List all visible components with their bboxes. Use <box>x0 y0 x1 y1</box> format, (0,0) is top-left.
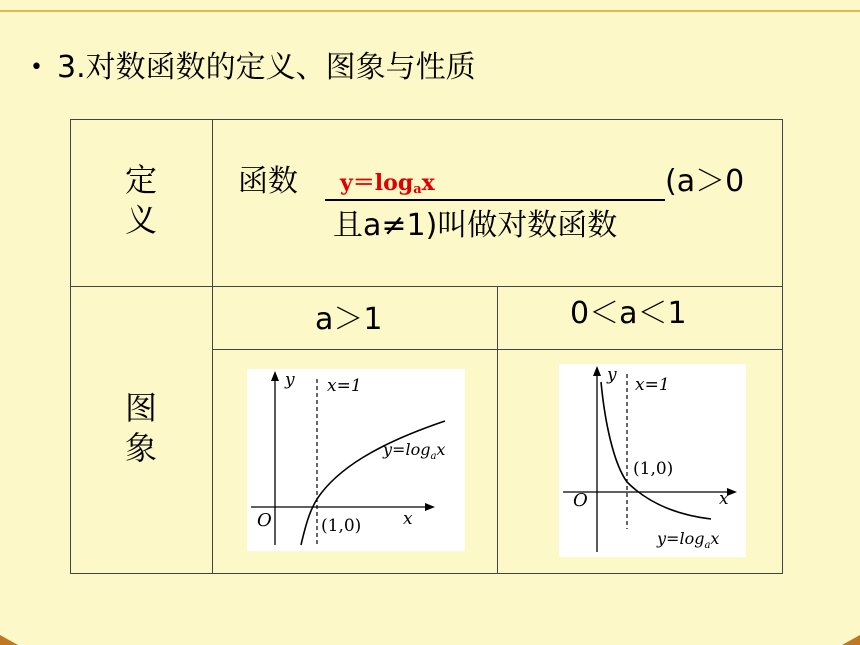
heading-text: 3.对数函数的定义、图象与性质 <box>56 50 476 85</box>
definition-line2: 且a≠1)叫做对数函数 <box>333 208 618 243</box>
point-label: (1,0) <box>321 516 362 536</box>
x-label: x <box>403 509 413 529</box>
corner-decoration-right <box>842 635 860 645</box>
graph-label: 图 象 <box>124 389 157 467</box>
y-label: y <box>607 365 617 385</box>
log-curve <box>601 382 711 519</box>
definition-label: 定 义 <box>124 161 157 239</box>
x-label: x <box>719 489 729 509</box>
corner-decoration-left <box>0 635 18 645</box>
y-label: y <box>285 370 295 390</box>
bullet-dot: • <box>30 55 43 80</box>
y-axis-arrow <box>593 366 601 376</box>
asymptote-label: x=1 <box>327 376 362 396</box>
graph-a-less-1 <box>559 364 746 557</box>
col1-header: a＞1 <box>315 302 383 337</box>
point-label: (1,0) <box>633 459 674 479</box>
asymptote-label: x=1 <box>635 375 670 395</box>
col2-header: 0＜a＜1 <box>570 296 687 331</box>
origin-label: O <box>573 490 588 511</box>
top-divider <box>0 10 860 12</box>
y-axis-arrow <box>271 371 279 381</box>
func-label: $y=\log_ax$ <box>657 529 720 551</box>
answer-blank-underline <box>325 199 665 201</box>
definition-suffix: (a＞0 <box>665 164 745 199</box>
graph-a-greater-1 <box>247 369 465 551</box>
x-axis-arrow <box>425 503 435 511</box>
page-heading <box>30 38 476 101</box>
definition-answer: $y=\log_ax$ <box>340 170 435 197</box>
func-label: $y=\log_ax$ <box>383 440 446 462</box>
origin-label: O <box>257 510 272 531</box>
definition-prefix: 函数 <box>238 164 298 199</box>
